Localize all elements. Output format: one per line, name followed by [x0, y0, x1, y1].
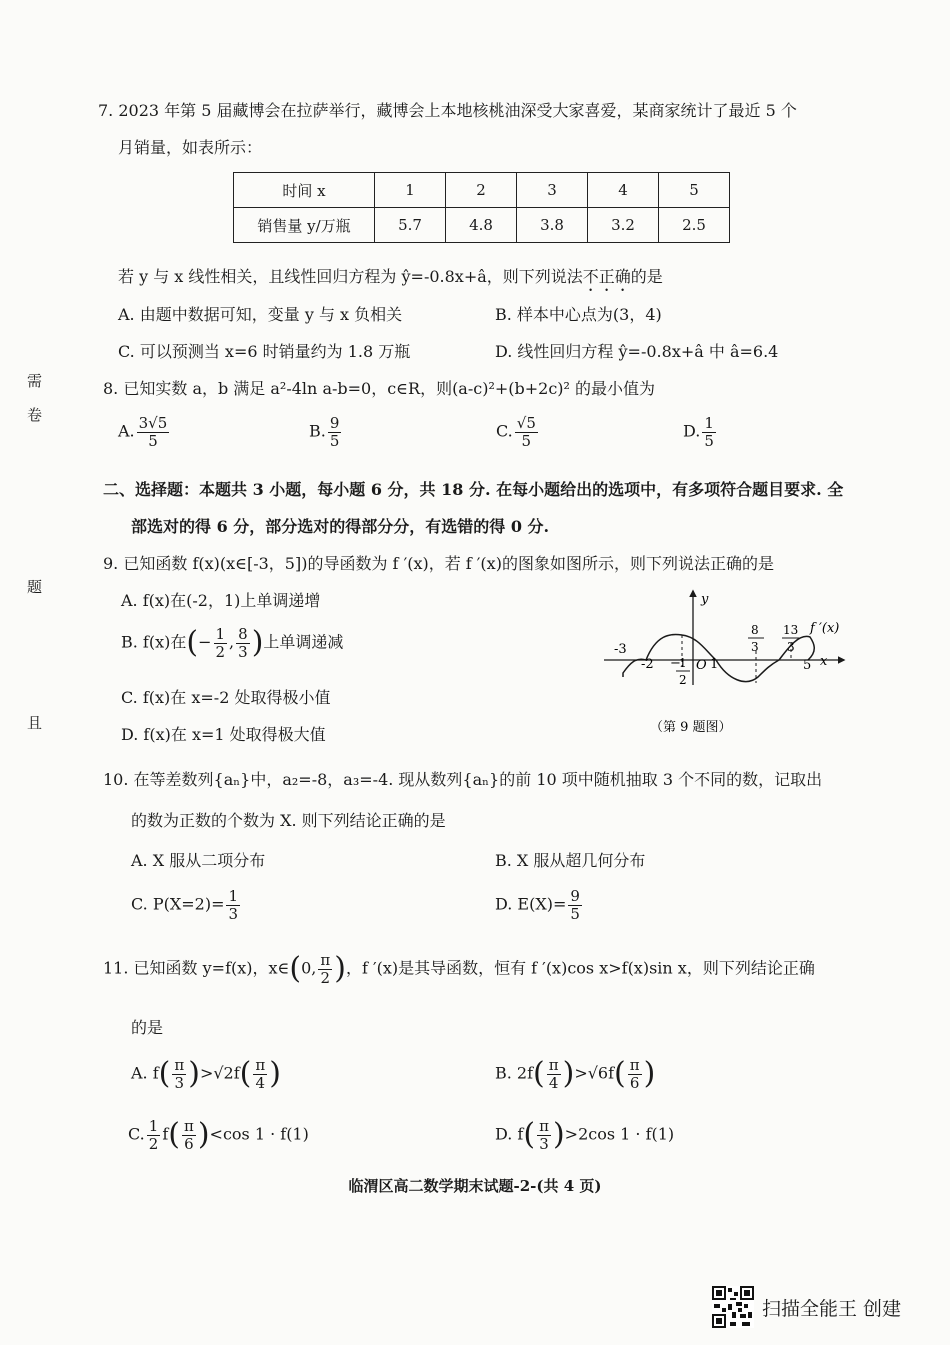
- q11-option-b: [495, 1057, 655, 1091]
- q10-option-a: A. X 服从二项分布: [131, 851, 266, 870]
- fraction: [568, 888, 582, 922]
- fraction: [253, 1057, 267, 1091]
- paren: (: [168, 1117, 180, 1152]
- q7-option-b: B. 样本中心点为(3，4): [495, 305, 662, 324]
- q11-option-a: [131, 1057, 281, 1091]
- q8-option-c: [496, 415, 540, 449]
- q10-line2: 的数为正数的个数为 X. 则下列结论正确的是: [131, 811, 446, 830]
- option-label: D.: [683, 421, 701, 441]
- paren: ): [269, 1056, 281, 1091]
- origin-label: O: [696, 658, 707, 673]
- denominator: 2: [148, 1134, 159, 1153]
- table-header-cell: 销售量 y/万瓶: [234, 208, 375, 243]
- fraction: [137, 415, 170, 449]
- curve-label: f ′(x): [810, 621, 840, 636]
- q8-option-a: [118, 415, 171, 449]
- numerator: π: [629, 1056, 640, 1074]
- numerator: 9: [570, 887, 580, 905]
- denominator: 6: [629, 1073, 640, 1092]
- q7-line1: 7. 2023 年第 5 届藏博会在拉萨举行，藏博会上本地核桃油深受大家喜爱，某商家统计了最近 5 个: [98, 101, 797, 120]
- table-cell: 3: [517, 173, 588, 208]
- numerator: 1: [704, 414, 714, 432]
- stem-text: ，f ′(x)是其导函数，恒有 f ′(x)cos x>f(x)sin x，则下列结论正确: [345, 958, 815, 978]
- paren: ): [251, 625, 264, 660]
- option-label: B. f(x)在: [121, 632, 187, 652]
- paren: (: [614, 1056, 626, 1091]
- q9-option-a: A. f(x)在(-2，1)上单调递增: [121, 591, 321, 610]
- denominator: 6: [184, 1134, 194, 1153]
- option-text: 上单调递减: [263, 632, 344, 652]
- paren: ): [197, 1117, 210, 1152]
- numerator: 9: [329, 414, 340, 432]
- q10-line1: 10. 在等差数列{aₙ}中，a₂=-8，a₃=-4. 现从数列{aₙ}的前 10 项中随机抽取 3 个不同的数，记取出: [103, 770, 823, 789]
- fraction: [172, 1057, 186, 1091]
- q9-option-c: C. f(x)在 x=-2 处取得极小值: [121, 688, 331, 707]
- neg-half-num: 1: [679, 656, 687, 670]
- numerator: π: [183, 1117, 194, 1135]
- option-label: D. f: [495, 1124, 524, 1144]
- table-cell: 5.7: [375, 208, 446, 243]
- numerator: π: [548, 1056, 559, 1074]
- side-mark: 题: [27, 578, 43, 596]
- option-text: >2cos 1 · f(1): [564, 1124, 675, 1144]
- numerator: 1: [215, 625, 226, 643]
- option-text: f: [162, 1124, 169, 1144]
- q11-stem: 11. 已知函数 y=f(x)，x∈(0, $\frac{\pi}{2}$ )，f ′(x)是其导函数，恒有 f ′(x)cos x>f(x)sin x，则下列结论正确: [103, 951, 815, 987]
- stem-text: 11. 已知函数 y=f(x)，x∈: [103, 958, 290, 978]
- frac-tick-den: 3: [787, 640, 795, 654]
- denominator: 4: [255, 1073, 266, 1092]
- q10-option-c: [131, 888, 242, 922]
- paren: ): [643, 1056, 656, 1091]
- paren: ): [562, 1056, 575, 1091]
- fraction: [147, 1118, 161, 1152]
- tick-label: -3: [614, 642, 627, 657]
- page-footer: 临渭区高二数学期末试题-2-(共 4 页): [348, 1177, 602, 1195]
- option-label: A.: [118, 421, 135, 441]
- table-cell: 1: [375, 173, 446, 208]
- q8-stem: 8. 已知实数 a，b 满足 a²-4ln a-b=0，c∈R，则(a-c)²+(b+2c)² 的最小值为: [103, 379, 656, 398]
- option-label: C.: [496, 421, 513, 441]
- q9-option-b: B. f(x)在(− $\frac{1}{2}$ , $\frac{8}{3}$ )上单调递减: [121, 625, 344, 661]
- paren: (: [289, 951, 302, 986]
- q7-stem-c: 的是: [630, 267, 663, 286]
- denominator: 4: [548, 1073, 559, 1092]
- q7-option-c: C. 可以预测当 x=6 时销量约为 1.8 万瓶: [118, 342, 411, 361]
- option-label: D. E(X)=: [495, 894, 567, 914]
- minus-sign: −: [670, 656, 681, 671]
- numerator: π: [255, 1056, 266, 1074]
- tick-label: 5: [803, 658, 812, 673]
- paren: ): [334, 951, 346, 986]
- fraction: [214, 626, 228, 660]
- fraction: [236, 626, 250, 660]
- paren: ): [188, 1056, 200, 1091]
- section2-line2: 部选对的得 6 分，部分选对的得部分分，有选错的得 0 分.: [131, 517, 550, 536]
- numerator: 3√5: [138, 414, 168, 432]
- q7-option-a: A. 由题中数据可知，变量 y 与 x 负相关: [118, 305, 403, 324]
- numerator: 8: [238, 625, 248, 643]
- q8-option-b: [309, 415, 343, 449]
- q9-option-d: D. f(x)在 x=1 处取得极大值: [121, 725, 326, 744]
- option-text: <cos 1 · f(1): [209, 1124, 309, 1144]
- table-cell: 4: [588, 173, 659, 208]
- side-mark: 且: [27, 714, 43, 732]
- table-cell: 4.8: [446, 208, 517, 243]
- option-label: A. f: [131, 1063, 159, 1083]
- q10-option-d: [495, 888, 584, 922]
- table-cell: 5: [659, 173, 730, 208]
- q10-option-b: B. X 服从超几何分布: [495, 851, 646, 870]
- numerator: 1: [228, 887, 239, 905]
- denominator: 5: [148, 431, 158, 450]
- q7-stem-emphasis: 不正确: [582, 267, 631, 286]
- table-row: [234, 208, 730, 243]
- sales-table: [233, 172, 730, 243]
- table-cell: 3.2: [588, 208, 659, 243]
- paren: ): [552, 1117, 565, 1152]
- q7-line2: 月销量，如表所示：: [118, 138, 263, 157]
- denominator: 5: [704, 431, 714, 450]
- section2-line1: 二、选择题：本题共 3 小题，每小题 6 分，共 18 分. 在每小题给出的选项中，有多项符合题目要求. 全: [103, 480, 844, 499]
- frac-tick-den: 3: [751, 640, 759, 654]
- neg-half-den: 2: [679, 673, 687, 687]
- y-axis-label: y: [701, 592, 709, 607]
- denominator: 3: [228, 904, 239, 923]
- frac-tick-num: 8: [751, 623, 759, 637]
- denominator: 3: [539, 1134, 549, 1153]
- denominator: 5: [521, 431, 532, 450]
- denominator: 5: [570, 904, 580, 923]
- paren: (: [239, 1056, 252, 1091]
- q11-option-d: [495, 1118, 674, 1152]
- numerator: π: [320, 951, 331, 969]
- denominator: 2: [320, 968, 331, 987]
- numerator: π: [174, 1056, 185, 1074]
- q9-stem: 9. 已知函数 f(x)(x∈[-3，5])的导函数为 f ′(x)，若 f ′(x)的图象如图所示，则下列说法正确的是: [103, 554, 774, 573]
- qr-code-icon: [712, 1286, 754, 1328]
- fraction: [628, 1057, 642, 1091]
- fraction: [702, 415, 716, 449]
- option-label: B. 2f: [495, 1063, 534, 1083]
- frac-tick-num: 13: [783, 623, 799, 637]
- option-text: >√6f: [574, 1063, 615, 1083]
- tick-label: -2: [641, 657, 654, 672]
- fraction: [537, 1118, 551, 1152]
- side-mark: 需: [27, 372, 43, 390]
- scanner-watermark: [712, 1285, 901, 1329]
- option-text: >√2f: [199, 1063, 240, 1083]
- paren: (: [186, 625, 199, 660]
- table-cell: 2: [446, 173, 517, 208]
- fraction: [328, 415, 342, 449]
- watermark-text: 扫描全能王 创建: [762, 1297, 902, 1320]
- numerator: π: [539, 1117, 549, 1135]
- fraction: [226, 888, 240, 922]
- fraction: [318, 952, 332, 986]
- denominator: 5: [329, 431, 340, 450]
- option-label: C.: [128, 1124, 145, 1144]
- x-axis-label: x: [820, 654, 828, 669]
- option-label: B.: [309, 421, 326, 441]
- paren: (: [533, 1056, 545, 1091]
- table-row: [234, 173, 730, 208]
- q7-stem-a: 若 y 与 x 线性相关，且线性回归方程为 ŷ=-0.8x+â，则下列说法: [118, 267, 583, 286]
- q7-stem: [118, 264, 663, 295]
- numerator: √5: [516, 414, 536, 432]
- option-label: C. P(X=2)=: [131, 894, 225, 914]
- paren: (: [158, 1056, 171, 1091]
- derivative-graph: [598, 585, 850, 745]
- q8-option-d: [683, 415, 718, 449]
- fraction: [515, 415, 538, 449]
- paren: (: [523, 1117, 536, 1152]
- fraction: [547, 1057, 561, 1091]
- q11-option-c: [128, 1118, 309, 1152]
- table-cell: 3.8: [517, 208, 588, 243]
- graph-caption: （第 9 题图）: [650, 720, 732, 735]
- q7-option-d: D. 线性回归方程 ŷ=-0.8x+â 中 â=6.4: [495, 342, 779, 361]
- table-cell: 2.5: [659, 208, 730, 243]
- side-mark: 卷: [27, 406, 43, 424]
- tick-label: 1: [710, 657, 719, 672]
- fraction: [182, 1118, 196, 1152]
- denominator: 3: [238, 642, 248, 661]
- q11-line2: 的是: [131, 1018, 164, 1037]
- denominator: 3: [174, 1073, 185, 1092]
- table-header-cell: 时间 x: [234, 173, 375, 208]
- denominator: 2: [215, 642, 226, 661]
- numerator: 1: [148, 1117, 159, 1135]
